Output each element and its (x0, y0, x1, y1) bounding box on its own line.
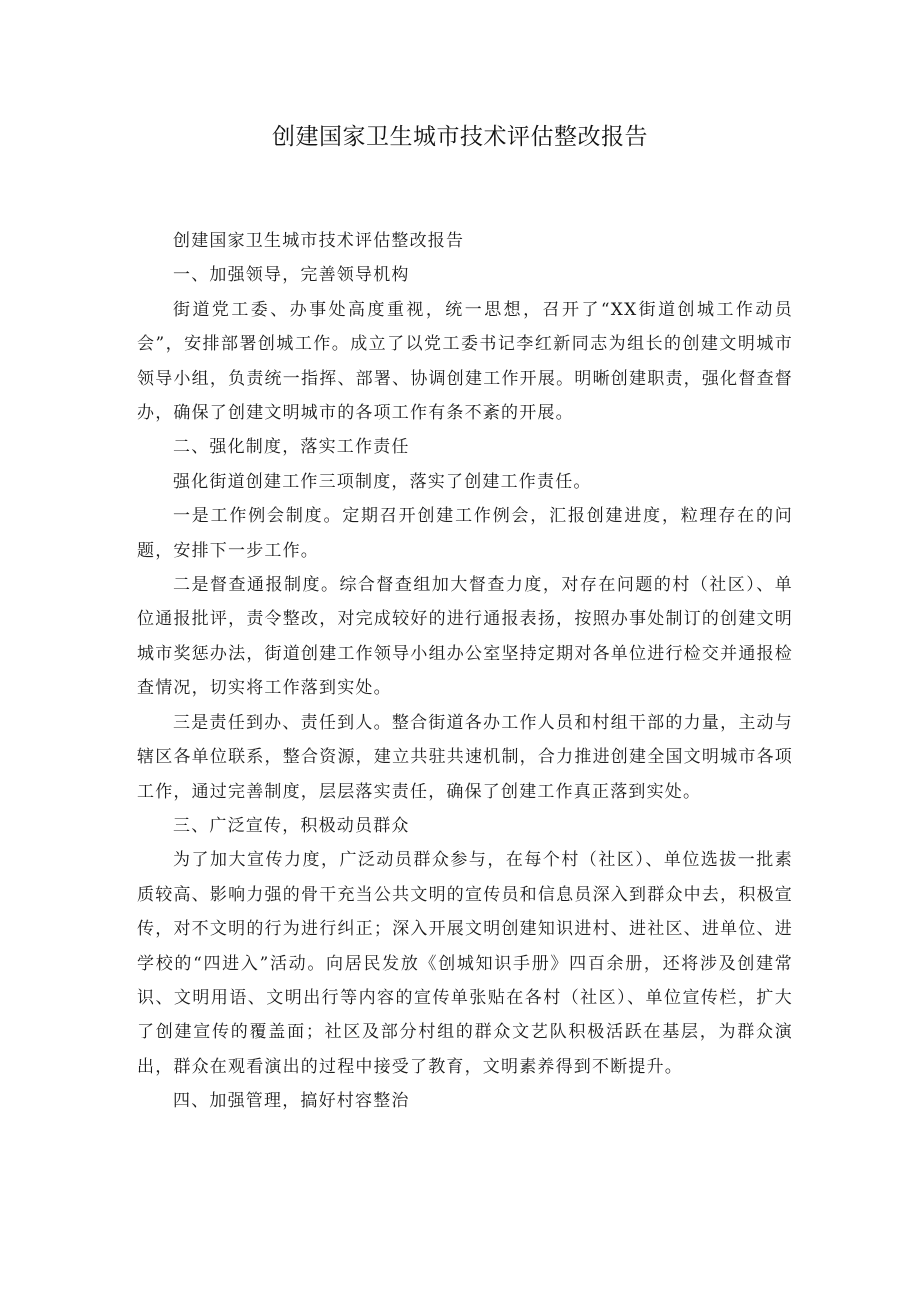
document-title: 创建国家卫生城市技术评估整改报告 (272, 124, 648, 150)
paragraph: 一是工作例会制度。定期召开创建工作例会，汇报创建进度，粒理存在的问题，安排下一步工作。 (137, 506, 793, 561)
paragraph-repeated-title: 创建国家卫生城市技术评估整改报告 (173, 231, 465, 251)
section-heading-2: 二、强化制度，落实工作责任 (173, 437, 410, 458)
document-body (137, 224, 793, 1119)
section-heading-3: 三、广泛宣传，积极动员群众 (173, 815, 410, 836)
paragraph: 为了加大宣传力度，广泛动员群众参与，在每个村（社区）、单位选拔一批素质较高、影响力强的骨干充当公共文明的宣传员和信息员深入到群众中去，积极宣传，对不文明的行为进行纠正；深入开展文明创建知识进村、进社区、进单位、进学校的“四进入”活动。向居民发放《创城知识手册》四百余册，还将涉及创建常识、文明用语、文明出行等内容的宣传单张贴在各村（社区）、单位宣传栏，扩大了创建宣传的覆盖面；社区及部分村组的群众文艺队积极活跃在基层，为群众演出，群众在观看演出的过程中接受了教育，文明素养得到不断提升。 (137, 850, 793, 1077)
paragraph: 三是责任到办、责任到人。整合街道各办工作人员和村组干部的力量，主动与辖区各单位联系，整合资源，建立共驻共速机制，合力推进创建全国文明城市各项工作，通过完善制度，层层落实责任，确保了创建工作真正落到实处。 (137, 712, 793, 802)
paragraph: 强化街道创建工作三项制度，落实了创建工作责任。 (173, 471, 592, 492)
paragraph: 二是督查通报制度。综合督查组加大督查力度，对存在问题的村（社区）、单位通报批评，责令整改，对完成较好的进行通报表扬，按照办事处制订的创建文明城市奖惩办法，街道创建工作领导小组办公室坚持定期对各单位进行检交并通报检查情况，切实将工作落到实处。 (137, 575, 793, 699)
section-heading-1: 一、加强领导，完善领导机构 (173, 265, 410, 286)
section-heading-4: 四、加强管理，搞好村容整治 (173, 1091, 410, 1112)
paragraph: 街道党工委、办事处高度重视，统一思想，召开了“XX街道创城工作动员会”，安排部署创城工作。成立了以党工委书记李红新同志为组长的创建文明城市领导小组，负责统一指挥、部署、协调创建工作开展。明晰创建职责，强化督查督办，确保了创建文明城市的各项工作有条不紊的开展。 (137, 299, 793, 424)
